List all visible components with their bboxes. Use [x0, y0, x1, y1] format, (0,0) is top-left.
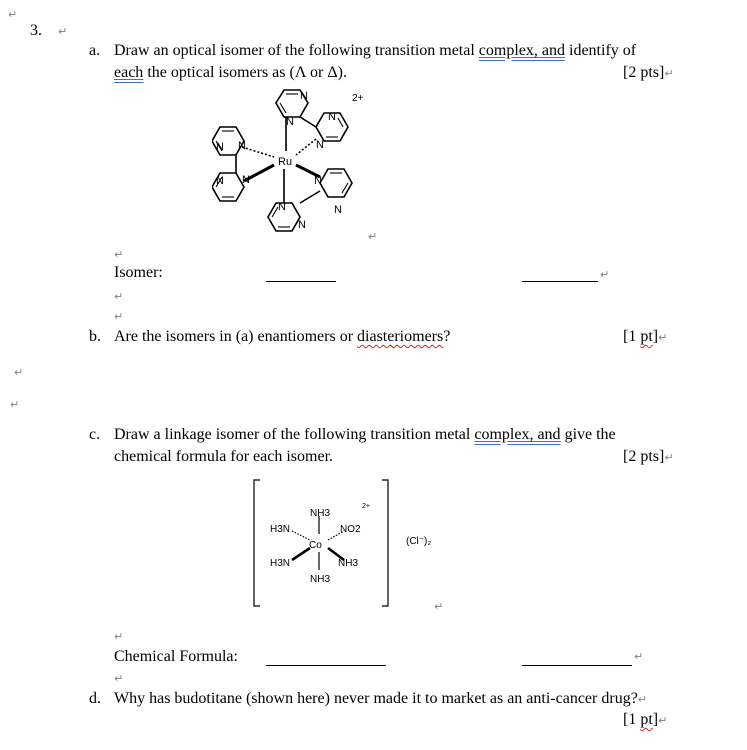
part-a-link: complex, and — [478, 42, 565, 59]
paragraph-mark: ↵ — [114, 290, 124, 303]
complex-charge: 2+ — [352, 93, 364, 104]
part-b-question: Are the isomers in (a) enantiomers or diasteriomers? — [114, 328, 451, 345]
co-top-ligand: NH3 — [310, 508, 331, 519]
isomer-label: Isomer: — [114, 264, 163, 281]
co-lower-left-ligand: H3N — [270, 558, 291, 569]
paragraph-mark: ↵ — [634, 650, 644, 663]
co-complex-structure — [248, 474, 448, 610]
co-charge: 2+ — [362, 503, 370, 510]
svg-text:N: N — [328, 111, 336, 123]
svg-text:N: N — [314, 175, 322, 187]
svg-text:N: N — [216, 175, 224, 187]
part-a-letter: a. — [89, 42, 101, 59]
svg-text:N: N — [216, 141, 224, 153]
part-d-question: Why has budotitane (shown here) never made it to market as an anti-cancer drug?↵ — [114, 690, 648, 707]
svg-text:N: N — [242, 174, 250, 186]
svg-text:N: N — [316, 139, 324, 151]
part-d-points: [1 pt]↵ — [623, 711, 668, 728]
paragraph-mark: ↵ — [14, 366, 24, 379]
part-c-link: complex, and — [474, 426, 561, 443]
svg-text:N: N — [238, 140, 246, 152]
part-a-points: [2 pts]↵ — [623, 64, 674, 81]
part-c-points: [2 pts]↵ — [623, 448, 674, 465]
isomer-answer-line-1[interactable] — [266, 281, 336, 282]
co-upper-left-ligand: H3N — [270, 524, 291, 535]
svg-text:N: N — [334, 204, 342, 216]
co-bottom-ligand: NH3 — [310, 574, 331, 585]
co-metal: Co — [309, 540, 322, 551]
formula-answer-line-1[interactable] — [266, 665, 386, 666]
counter-ion: (Cl⁻)₂ — [406, 536, 432, 547]
ru-complex-structure — [212, 85, 372, 240]
paragraph-mark: ↵ — [114, 630, 124, 643]
part-c-line-1: Draw a linkage isomer of the following transition metal complex, and give the — [114, 426, 616, 443]
part-c-line-2: chemical formula for each isomer. — [114, 448, 334, 465]
co-upper-right-ligand: NO2 — [340, 524, 361, 535]
svg-text:N: N — [278, 201, 286, 213]
co-lower-right-ligand: NH3 — [338, 558, 359, 569]
part-b-letter: b. — [89, 328, 101, 345]
question-number: 3. — [30, 22, 42, 39]
svg-text:N: N — [298, 219, 306, 231]
chemical-formula-label: Chemical Formula: — [114, 648, 238, 665]
paragraph-mark: ↵ — [10, 398, 20, 411]
metal-center: Ru — [278, 156, 293, 168]
part-a-line-1: Draw an optical isomer of the following transition metal complex, and identify of — [114, 42, 637, 59]
isomer-answer-line-2[interactable] — [522, 281, 598, 282]
paragraph-mark: ↵ — [600, 268, 610, 281]
paragraph-mark: ↵ — [114, 248, 124, 261]
svg-text:N: N — [300, 90, 308, 102]
part-c-letter: c. — [89, 426, 101, 443]
part-b-points: [1 pt]↵ — [623, 328, 668, 345]
paragraph-mark: ↵ — [114, 672, 124, 685]
paragraph-mark: ↵ — [114, 310, 124, 323]
paragraph-mark: ↵ — [8, 8, 18, 21]
formula-answer-line-2[interactable] — [522, 665, 632, 666]
svg-text:N: N — [286, 116, 294, 128]
paragraph-mark: ↵ — [58, 25, 68, 38]
part-d-letter: d. — [89, 690, 101, 707]
part-a-line-2: each the optical isomers as (Λ or Δ). — [114, 64, 347, 81]
paragraph-mark: ↵ — [434, 600, 444, 613]
paragraph-mark: ↵ — [368, 230, 378, 243]
